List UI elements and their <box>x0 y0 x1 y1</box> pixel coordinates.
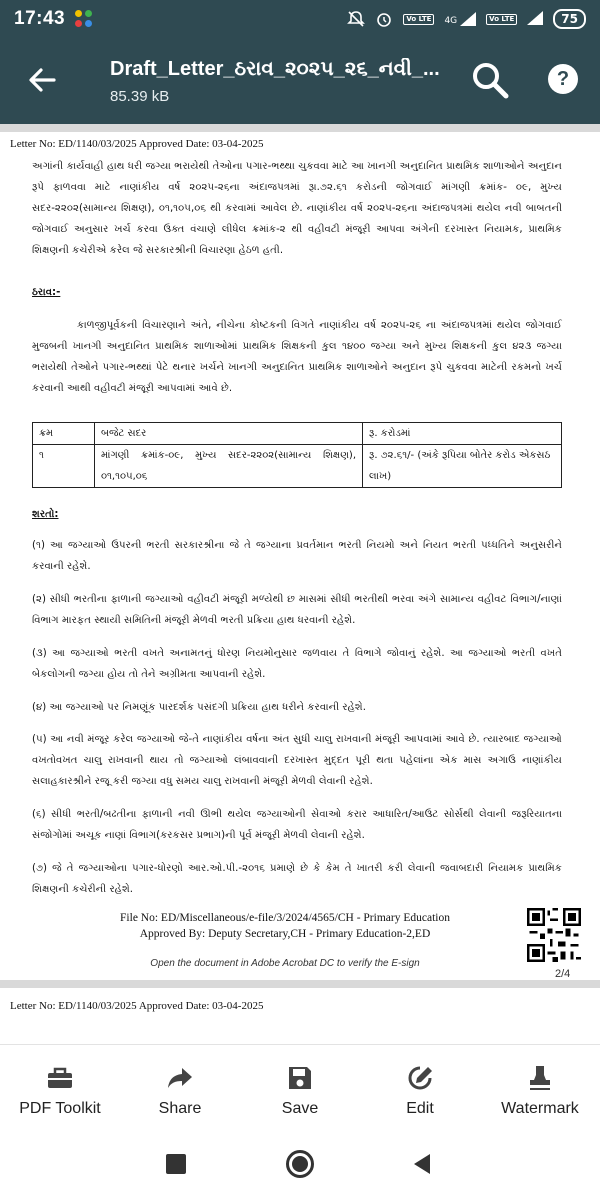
volte-icon: Vo LTE <box>403 14 434 25</box>
pdf-page <box>0 132 600 980</box>
edit-button[interactable] <box>360 1045 480 1134</box>
status-bar <box>0 0 600 38</box>
esign-footer <box>40 910 530 942</box>
table-header: રૂ. કરોડમાં <box>363 423 562 445</box>
qr-code-icon <box>527 908 581 962</box>
toolbox-icon <box>44 1062 76 1094</box>
table-cell: ૧ <box>33 445 95 488</box>
save-button[interactable] <box>240 1045 360 1134</box>
tool-label: Share <box>158 1099 202 1117</box>
signal-icon <box>527 11 543 28</box>
table-header: બજેટ સદર <box>95 423 363 445</box>
arrow-back-icon <box>24 62 60 98</box>
letter-header: Letter No: ED/1140/03/2025 Approved Date: 03-04-2025 <box>10 1000 264 1012</box>
table-cell: રૂ. ૭૨.૬૧/- (અંકે રૂપિયા બોતેર કરોડ એકસઠ લાખ) <box>363 445 562 488</box>
page-number: 2/4 <box>555 968 571 980</box>
intro-paragraph: અગાંની કાર્યવાહી હાથ ધરી જગ્યા ભરાયેથી તેઓના પગાર-ભથ્થા ચુકવવા માટે આ ખાનગી અનુદાનિત પ્રાથમિક શાળાઓને અનુદાન રૂપે ફાળવવા માટે નાણાંકીય વર્ષ ૨૦૨૫-૨૬ના અંદાજપત્રમાં રૂા.૭૨.૬૧ કરોડની જોગવાઈ માંગણી ક્રમાંક- ૦૯, મુખ્ય સદર-૨૨૦૨(સામાન્ય શિક્ષણ), ૦૧,૧૦૫,૦૬ થી કરવામાં આવેલ છે. નાણાંકીય વર્ષ ૨૦૨૫-૨૬ના અંદાજપત્રમાં થયેલ નવી બાબતની જોગવાઈ અનુસાર ખર્ચ કરવા ઉક્ત વંચાણે લીધેલ ક્રમાંક-૨ થી વહીવટી મંજૂરી આપવા અંગેની દરખાસ્ત નિયામક, પ્રાથમિક શિક્ષણની કચેરીએ કરેલ જે સરકારશ્રીની વિચારણા હેઠળ હતી. <box>32 161 562 256</box>
file-size: 85.39 kB <box>110 88 170 105</box>
letter-header: Letter No: ED/1140/03/2025 Approved Date: 03-04-2025 <box>10 138 264 150</box>
table-row <box>33 445 562 488</box>
tool-label: Edit <box>406 1099 434 1117</box>
system-nav-bar <box>0 1134 600 1200</box>
table-header-row <box>33 423 562 445</box>
search-button[interactable] <box>470 60 510 100</box>
condition-item: (૬) સીધી ભરતી/બઢતીના ફાળાની નવી ઊભી થયેલ જગ્યાઓની સેવાઓ કરાર આધારિત/આઉટ સોર્સથી લેવાની જરૂરિયાતના સંજોગોમાં અચૂક નાણાં વિભાગ(કરકસર પ્રભાગ)ની પૂર્વ મંજૂરી મેળવી લેવાની રહેશે. <box>32 809 562 841</box>
verify-note: Open the document in Adobe Acrobat DC to verify the E-sign <box>150 958 420 969</box>
status-time: 17:43 <box>14 8 66 29</box>
home-button[interactable] <box>286 1150 314 1178</box>
budget-table <box>32 422 562 488</box>
mute-icon <box>347 10 365 28</box>
app-notification-icon <box>75 10 93 28</box>
stamp-icon <box>524 1062 556 1094</box>
signal-4g-icon <box>444 12 476 26</box>
back-button[interactable] <box>24 62 60 98</box>
bottom-toolbar <box>0 1044 600 1134</box>
file-number: File No: ED/Miscellaneous/e-file/3/2024/4565/CH - Primary Education <box>120 912 450 924</box>
help-button[interactable]: ? <box>548 64 578 94</box>
condition-item: (૨) સીધી ભરતીના ફાળાની જગ્યાઓ વહીવટી મંજૂરી મળ્યેથી છ માસમાં સીધી ભરતીથી ભરવા અંગે સામાન્ય વહીવટ વિભાગ/નાણાં વિભાગ મારફત સ્થાયી સમિતિની મંજૂરી મેળવી ભરતી પ્રક્રિયા હાથ ધરવાની રહેશે. <box>32 594 562 626</box>
save-icon <box>284 1062 316 1094</box>
battery-indicator: 75 <box>553 9 586 29</box>
document-viewer[interactable] <box>0 124 600 1044</box>
edit-icon <box>404 1062 436 1094</box>
share-button[interactable] <box>120 1045 240 1134</box>
condition-item: (૩) આ જગ્યાઓ ભરતી વખતે અનામતનું ધોરણ નિયમોનુસાર જળવાય તે વિભાગે જોવાનું રહેશે. આ જગ્યાઓ ભરતી વખતે બેકલોગની જગ્યા હોય તો તેને અગ્રીમતા આપવાની રહેશે. <box>32 648 562 680</box>
app-bar <box>0 38 600 124</box>
approved-by: Approved By: Deputy Secretary,CH - Primary Education-2,ED <box>139 928 431 940</box>
pdf-toolkit-button[interactable] <box>0 1045 120 1134</box>
resolution-paragraph: કાળજીપૂર્વકની વિચારણાને અંતે, નીચેના કોષ્ટકની વિગતે નાણાંકીય વર્ષ ૨૦૨૫-૨૬ ના અંદાજપત્રમાં થયેલ જોગવાઈ મુજબની ખાનગી અનુદાનિત પ્રાથમિક શાળાઓમાં પ્રાથમિક શિક્ષકની કુલ ૧૪૦૦ જગ્યા અને મુખ્ય શિક્ષકની કુલ ૪૨૩ જગ્યા ભરાયેથી તેઓને પગાર-ભથ્થાં પેટે થનાર ખર્ચને ખાનગી અનુદાનિત પ્રાથમિક શાળાઓને અનુદાન રૂપે ચુકવવા માટેની રકમનો ખર્ચ કરવાની આથી વહીવટી મંજૂરી આપવામાં આવે છે. <box>32 320 562 394</box>
resolution-heading: ઠરાવ:- <box>32 287 61 298</box>
pdf-page-next <box>0 988 600 1044</box>
network-type: 4G <box>444 16 458 26</box>
volte-icon-2: Vo LTE <box>486 14 517 25</box>
recents-button[interactable] <box>166 1154 186 1174</box>
tool-label: PDF Toolkit <box>19 1099 101 1117</box>
condition-item: (૭) જે તે જગ્યાઓના પગાર-ધોરણો આર.ઓ.પી.-૨૦૧૬ પ્રમાણે છે કે કેમ તે ખાતરી કરી લેવાની જવાબદારી નિયામક પ્રાથમિક શિક્ષણની કચેરીની રહેશે. <box>32 863 562 895</box>
table-cell: માંગણી ક્રમાંક-૦૯, મુખ્ય સદર-૨૨૦૨(સામાન્ય શિક્ષણ), ૦૧,૧૦૫,૦૬ <box>95 445 363 488</box>
table-header: ક્રમ <box>33 423 95 445</box>
tool-label: Save <box>281 1099 319 1117</box>
share-icon <box>164 1062 196 1094</box>
condition-item: (૧) આ જગ્યાઓ ઉપરની ભરતી સરકારશ્રીના જે તે જગ્યાના પ્રવર્તમાન ભરતી નિયમો અને નિયત ભરતી પધ્ધતિને અનુસરીને કરવાની રહેશે. <box>32 540 562 572</box>
search-icon <box>470 60 510 100</box>
nav-back-button[interactable] <box>414 1154 430 1174</box>
watermark-button[interactable] <box>480 1045 600 1134</box>
conditions-heading: શરતો: <box>32 509 59 520</box>
condition-item: (૪) આ જગ્યાઓ પર નિમણૂંક પારદર્શક પસંદગી પ્રક્રિયા હાથ ધરીને કરવાની રહેશે. <box>32 702 367 713</box>
condition-item: (૫) આ નવી મંજૂર કરેલ જગ્યાઓ જે-તે નાણાંકીય વર્ષના અંત સુધી ચાલુ રાખવાની મંજૂરી આપવામાં આવે છે. ત્યારબાદ જગ્યાઓ વખતોવખત ચાલુ રાખવાની થાય તો જગ્યાઓ લંબાવવાની દરખાસ્ત મુદ્દત પૂરી થતા પહેલાંના એક માસ અગાઉ નાણાંકીય સલાહકારશ્રીને રજૂ કરી જગ્યા વધુ સમય ચાલુ રાખવાની મંજૂરી મેળવી લેવાની રહેશે. <box>32 734 562 787</box>
file-title: Draft_Letter_ઠરાવ_૨૦૨૫_૨૬_નવી_... <box>110 58 440 80</box>
tool-label: Watermark <box>501 1099 579 1117</box>
alarm-icon <box>375 10 393 28</box>
